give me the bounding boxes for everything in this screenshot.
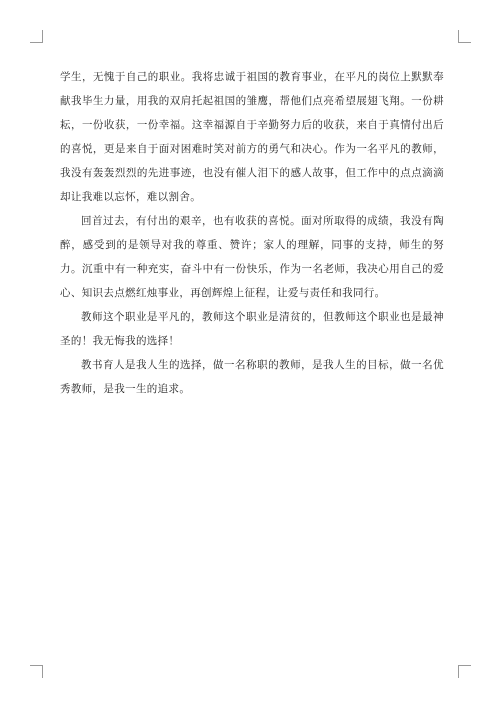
paragraph-1: 学生，无愧于自己的职业。我将忠诚于祖国的教育事业，在平凡的岗位上默默奉献我毕生力量，用我的双肩托起祖国的雏鹰，帮他们点亮希望展翅飞翔。一份耕耘，一份收获，一份幸福。这幸福源自于辛勤努力后的收获，来自于真情付出后的喜悦，更是来自于面对困难时笑对前方的勇气和决心。作为一名平凡的教师，我没有轰轰烈烈的先进事迹，也没有催人泪下的感人故事，但工作中的点点滴滴却让我难以忘怀，难以割舍。 — [60, 71, 444, 203]
top-left-crop-mark — [30, 30, 43, 43]
bottom-right-crop-mark — [458, 665, 471, 678]
paragraph-2: 回首过去，有付出的艰辛，也有收获的喜悦。面对所取得的成绩，我没有陶醉，感受到的是领导对我的尊重、赞许；家人的理解，同事的支持，师生的努力。沉重中有一种充实，奋斗中有一份快乐，作为一名老师，我决心用自己的爱心、知识去点燃红烛事业，再创辉煌上征程，让爱与责任和我同行。 — [60, 215, 444, 299]
bottom-left-crop-mark — [30, 665, 43, 678]
paragraph-3: 教师这个职业是平凡的，教师这个职业是清贫的，但教师这个职业也是最神圣的！我无悔我的选择！ — [60, 311, 444, 347]
top-right-crop-mark — [458, 30, 471, 43]
document-body — [60, 65, 444, 401]
paragraph-4: 教书育人是我人生的选择，做一名称职的教师，是我人生的目标，做一名优秀教师，是我一生的追求。 — [60, 359, 444, 395]
